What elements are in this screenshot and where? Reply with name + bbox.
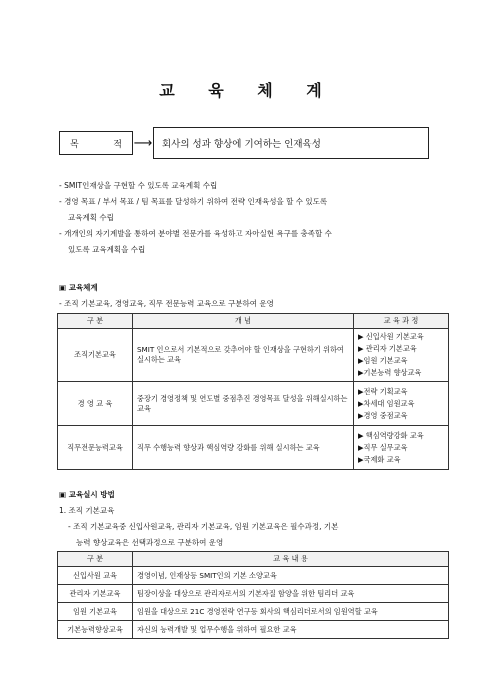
bullet-item: - SMIT인재상을 구현할 수 있도록 교육계획 수립 [59,181,218,190]
column-header: 교 육 과 정 [354,314,449,329]
table-header-row [58,314,449,329]
purpose-label-right: 적 [113,139,122,150]
course-item: ▶임원 기본교육 [358,356,408,365]
course-item: ▶전략 기획교육 [358,386,408,396]
table-row [58,621,449,639]
table-row [58,567,449,585]
section-heading: ▣ 교육실시 방법 [59,490,115,499]
column-header: 구 분 [58,552,133,567]
content-cell: 팀장이상을 대상으로 관리자로서의 기본자질 함양을 위한 팀리더 교육 [133,585,449,603]
purpose-bullets [59,178,449,258]
section-description: - 조직 기본교육중 신입사원교육, 관리자 기본교육, 임원 기본교육은 필수과정, 기본 [68,522,339,531]
table-row [58,329,449,382]
column-header: 개 념 [133,314,354,329]
category-cell: 조직기본교육 [58,329,133,382]
education-system-table [57,313,449,470]
table-row [58,426,449,470]
course-item: ▶차세대 임원교육 [358,398,415,408]
concept-cell: 중장기 경영정책 및 연도별 중점추진 경영목표 달성을 위해실시하는 교육 [133,382,354,426]
concept-cell: 직무 수행능력 향상과 핵심역량 강화를 위해 실시하는 교육 [133,426,354,470]
bullet-item: - 경영 목표 / 부서 목표 / 팀 목표를 달성하기 위하여 전략 인재육성을 할 수 있도록 [59,197,328,206]
table-row [58,382,449,426]
table-header-row [58,552,449,567]
content-cell: 경영이념, 인재상등 SMIT인의 기본 소양교육 [133,567,449,585]
purpose-label [59,131,133,155]
course-item: ▶ 관리자 기본교육 [358,344,417,353]
subsection-title: 1. 조직 기본교육 [59,506,115,515]
category-cell: 신입사원 교육 [58,567,133,585]
category-cell: 기본능력향상교육 [58,621,133,639]
course-item: ▶ 핵심역량강화 교육 [358,430,424,440]
content-cell: 자신의 능력개발 및 업무수행을 위하여 필요한 교육 [133,621,449,639]
course-item: ▶ 신입사원 기본교육 [358,332,424,341]
method-table [57,551,449,639]
section-description: 능력 향상교육은 선택과정으로 구분하여 운영 [76,538,224,547]
purpose-text: 회사의 성과 향상에 기여하는 인재육성 [153,127,429,159]
category-cell: 임원 기본교육 [58,603,133,621]
course-cell [354,426,449,470]
course-item: ▶경영 중점교육 [358,410,408,420]
column-header: 교 육 내 용 [133,552,449,567]
column-header: 구 분 [58,314,133,329]
page-title: 교 육 체 계 [159,81,336,100]
course-cell [354,382,449,426]
bullet-item: - 개개인의 자기계발을 통하여 분야별 전문가를 육성하고 자아실현 욕구를 충족할 수 [59,229,332,238]
purpose-row [59,126,429,160]
course-cell [354,329,449,382]
course-item: ▶직무 실무교육 [358,442,408,452]
section-description: - 조직 기본교육, 경영교육, 직무 전문능력 교육으로 구분하여 운영 [59,299,274,308]
course-item: ▶기본능력 향상교육 [358,368,422,377]
content-cell: 임원을 대상으로 21C 경영전략 연구등 회사의 핵심리더로서의 임원역할 교육 [133,603,449,621]
concept-cell: SMIT 인으로서 기본적으로 갖추어야 할 인재상을 구현하기 위하여 실시하는 교육 [133,329,354,382]
category-cell: 직무전문능력교육 [58,426,133,470]
table-row [58,585,449,603]
course-item: ▶국제화 교육 [358,454,401,464]
table-row [58,603,449,621]
arrow-icon: ⟶ [133,135,153,151]
bullet-item: 교육계획 수립 [68,213,114,222]
bullet-item: 있도록 교육계획을 수립 [68,245,146,254]
purpose-label-left: 목 [70,139,79,150]
category-cell: 경 영 교 육 [58,382,133,426]
category-cell: 관리자 기본교육 [58,585,133,603]
section-heading: ▣ 교육체계 [59,283,98,292]
